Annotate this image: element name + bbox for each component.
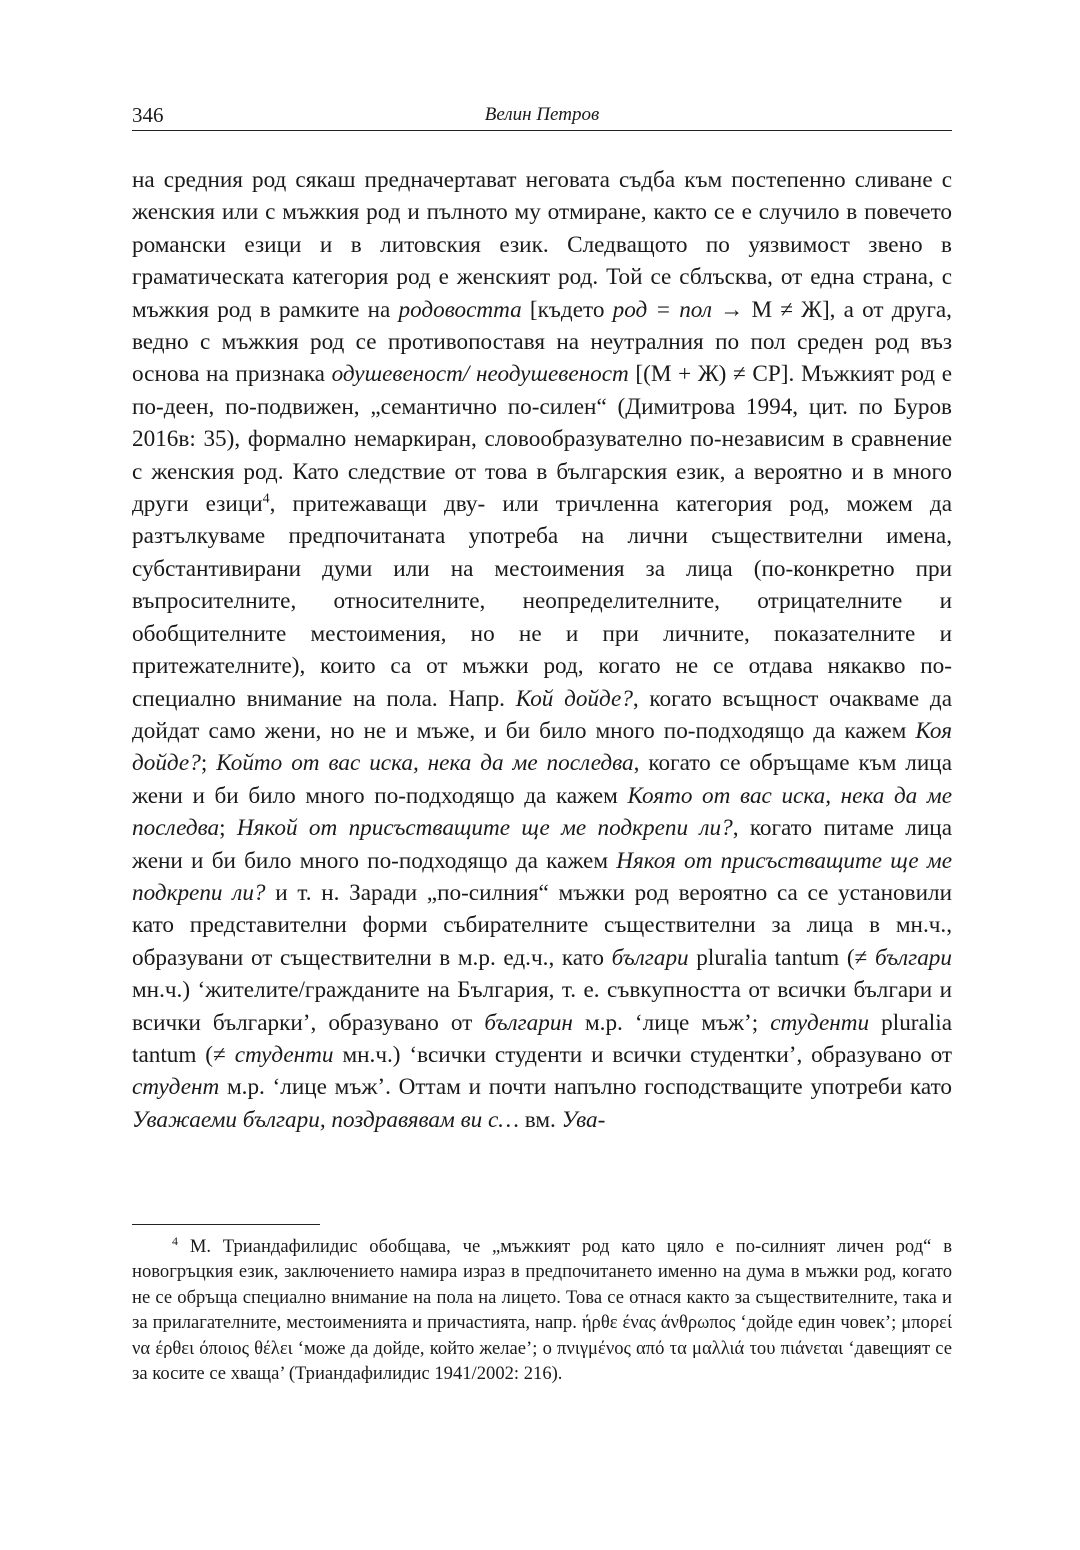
page-header: [132, 102, 952, 131]
footnote-reference[interactable]: 4: [262, 491, 270, 507]
footnote-mark: 4: [172, 1233, 178, 1248]
footnote: [132, 1234, 952, 1386]
main-text: [132, 164, 952, 1136]
page-number: 346: [132, 103, 164, 127]
running-head: Велин Петров: [484, 104, 600, 125]
footnote-divider: [132, 1224, 320, 1225]
body-paragraph: на средния род сякаш предначертават неговата съдба към постепенно сливане с женския или с мъжкия род и пълното му отмиране, както се е случило в повечето романски езици и в литовския език. Следващото по уязвимост звено в граматическата категория род е женският род. Той се сблъсква, от една страна, с мъжкия род в рамките на родовостта [където род = пол → М ≠ Ж], а от друга, ведно с мъжкия род се противопоставя на неутралния по пол среден род въз основа на признака одушевеност/ неодушевеност [(М + Ж) ≠ СР]. Мъжкият род е по-деен, по-подвижен, „семантично по-силен“ (Димитрова 1994, цит. по Буров 2016в: 35), формално немаркиран, словообразувателно по-независим в сравнение с женския род. Като следствие от това в българския език, а вероятно и в много други езици$^4$, притежаващи дву- или тричленна категория род, можем да разтълкуваме предпочитаната употреба на лични съществителни имена, субстантивирани думи или на местоимения за лица (по-конкретно при въпросителните, относителните, неопределителните, отрицателните и обобщителните местоимения, но не и при личните, показателните и притежателните), които са от мъжки род, когато не се отдава някакво по-специално внимание на пола. Напр. Кой дойде?, когато всъщност очакваме да дойдат само жени, но не и мъже, и би било много по-подходящо да кажем Коя дойде?; Който от вас иска, нека да ме последва, когато се обръщаме към лица жени и би било много по-подходящо да кажем Която от вас иска, нека да ме последва; Някой от присъстващите ще ме подкрепи ли?, когато питаме лица жени и би било много по-подходящо да кажем Някоя от присъстващите ще ме подкрепи ли? и т. н. Заради „по-силния“ мъжки род вероятно са се установили като представителни форми събирателните съществителни за лица в мн.ч., образувани от съществителни в м.р. ед.ч., като българи pluralia tantum (≠ българи мн.ч.) ‘жителите/гражданите на България, т. е. съвкупността от всички българи и всички българки’, образувано от българин м.р. ‘лице мъж’; студенти pluralia tantum (≠ студенти мн.ч.) ‘всички студенти и всички студентки’, образувано от студент м.р. ‘лице мъж’. Оттам и почти напълно господстващите употреби като Уважаеми българи, поздравявам ви с… вм. Ува-: [132, 167, 953, 1133]
footnote-text: $^4$ М. Триандафилидис обобщава, че „мъжкият род като цяло е по-силният личен род“ в новогръцкия език, заключението намира израз в предпочитането именно на дума в мъжки род, когато не се обръща специално внимание на пола на лицето. Това се отнася както за съществителните, така и за прилагателните, местоименията и причастията, напр. ήρθε ένας άνθρωπος ‘дойде един човек’; μπορεί να έρθει όποιος θέλει ‘може да дойде, който желае’; ο πνιγμένος από τα μαλλιά του πιάνεται ‘давещият се за косите се хваща’ (Триандафилидис 1941/2002: 216).: [132, 1233, 952, 1385]
